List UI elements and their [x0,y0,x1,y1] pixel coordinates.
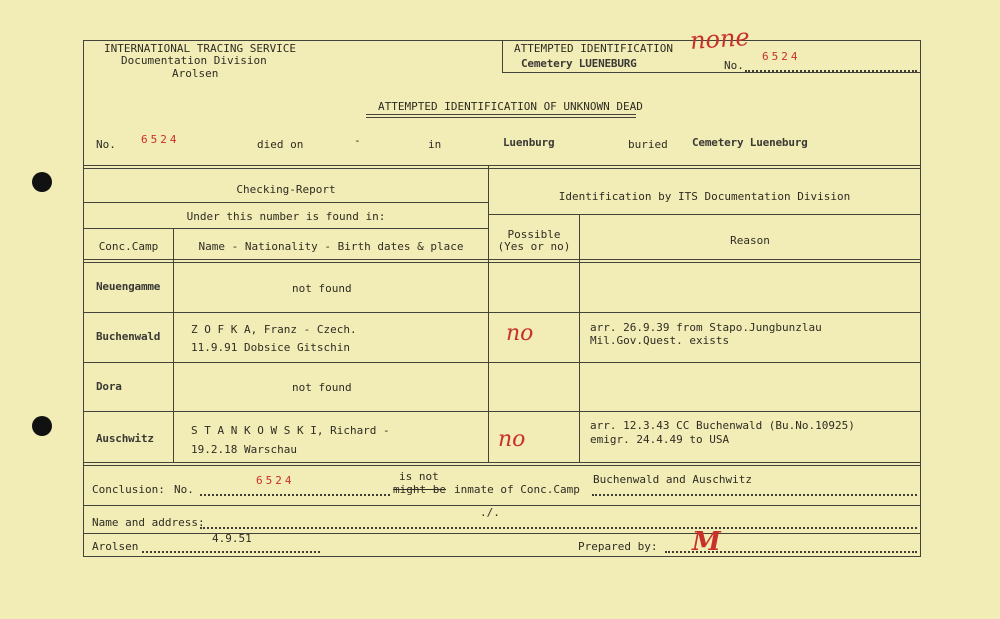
conclusion-camps-dots [592,494,917,496]
died-on-value: - [354,134,361,147]
footer-date: 4.9.51 [212,532,252,545]
conclusion-might-be-struck: might be [393,483,446,496]
died-on-label: died on [257,138,304,151]
name-address-label: Name and address: [92,516,205,529]
checking-report-title: Checking-Report [236,183,336,196]
id-box-no-value: 6524 [762,50,801,63]
row-rule-1 [83,312,921,313]
footer-place: Arolsen [92,540,139,553]
row-buchenwald-possible: no [506,321,534,346]
id-box-title: ATTEMPTED IDENTIFICATION [514,42,673,55]
identification-title: Identification by ITS Documentation Division [558,190,851,203]
conclusion-is-not: is not [399,470,439,483]
identification-title-rule [488,214,920,215]
name-address-dots [200,527,917,529]
row-buchenwald-reason-line2: Mil.Gov.Quest. exists [590,334,730,347]
record-no-value: 6524 [141,133,180,146]
col-header-camp: Conc.Camp [98,240,159,253]
row-auschwitz-details-line1: S T A N K O W S K I, Richard - [191,424,390,437]
col-header-details: Name - Nationality - Birth dates & place [198,240,464,253]
form-bottom-border [83,556,921,557]
table-top-border [83,165,921,169]
row-neuengamme-camp: Neuengamme [96,280,161,293]
form-right-border [920,40,921,556]
footer-date-dots [142,551,320,553]
org-division: Documentation Division [121,54,267,67]
id-box-no-label: No. [724,59,744,72]
prepared-by-label: Prepared by: [578,540,658,553]
prepared-by-initials: M [692,527,721,557]
death-place: Luenburg [503,136,555,149]
col-divider-camp [173,228,174,463]
col-header-reason: Reason [730,234,770,247]
header-rule [83,259,921,263]
table-bottom-border [83,462,921,466]
conclusion-no-dots [200,494,390,496]
conclusion-label: Conclusion: [92,483,165,496]
checking-subtitle-rule [83,228,488,229]
name-address-value: ./. [480,506,500,519]
row-dora-details: not found [292,381,352,394]
id-box-left-border [502,40,503,72]
conclusion-no-value: 6524 [256,474,295,487]
row-buchenwald-details-line1: Z O F K A, Franz - Czech. [191,323,357,336]
name-address-rule [83,533,921,534]
row-rule-3 [83,411,921,412]
col-header-possible-line2: (Yes or no) [497,240,571,253]
in-label: in [428,138,442,151]
row-auschwitz-possible: no [498,427,526,452]
record-no-label: No. [96,138,116,151]
row-buchenwald-reason-line1: arr. 26.9.39 from Stapo.Jungbunzlau [590,321,822,334]
col-header-possible-line1: Possible [507,228,561,241]
punch-hole-bottom [32,416,52,436]
title-underline [366,114,636,118]
row-neuengamme-details: not found [292,282,352,295]
col-divider-possible [579,214,580,463]
row-auschwitz-reason-line1: arr. 12.3.43 CC Buchenwald (Bu.No.10925) [590,419,855,432]
conclusion-camps: Buchenwald and Auschwitz [593,473,752,486]
id-box-no-dots [745,70,917,72]
conclusion-rule [83,505,921,506]
id-box-bottom-border [502,72,920,73]
row-buchenwald-details-line2: 11.9.91 Dobsice Gitschin [191,341,350,354]
id-box-cemetery: Cemetery LUENEBURG [521,57,637,70]
form-left-border [83,40,84,556]
row-auschwitz-camp: Auschwitz [96,432,154,445]
checking-title-rule [83,202,488,203]
buried-value: Cemetery Lueneburg [692,136,808,149]
handwritten-note: none [689,22,751,56]
conclusion-no-label: No. [174,483,194,496]
punch-hole-top [32,172,52,192]
row-auschwitz-reason-line2: emigr. 24.4.49 to USA [590,433,730,446]
form-title: ATTEMPTED IDENTIFICATION OF UNKNOWN DEAD [378,100,643,113]
row-rule-2 [83,362,921,363]
row-dora-camp: Dora [96,380,122,393]
org-location: Arolsen [172,67,219,80]
conclusion-inmate-text: inmate of Conc.Camp [454,483,580,496]
row-auschwitz-details-line2: 19.2.18 Warschau [191,443,297,456]
checking-id-divider [488,165,489,463]
buried-label: buried [628,138,668,151]
checking-report-subtitle: Under this number is found in: [186,210,386,223]
org-name: INTERNATIONAL TRACING SERVICE [104,42,297,55]
row-buchenwald-camp: Buchenwald [96,330,161,343]
